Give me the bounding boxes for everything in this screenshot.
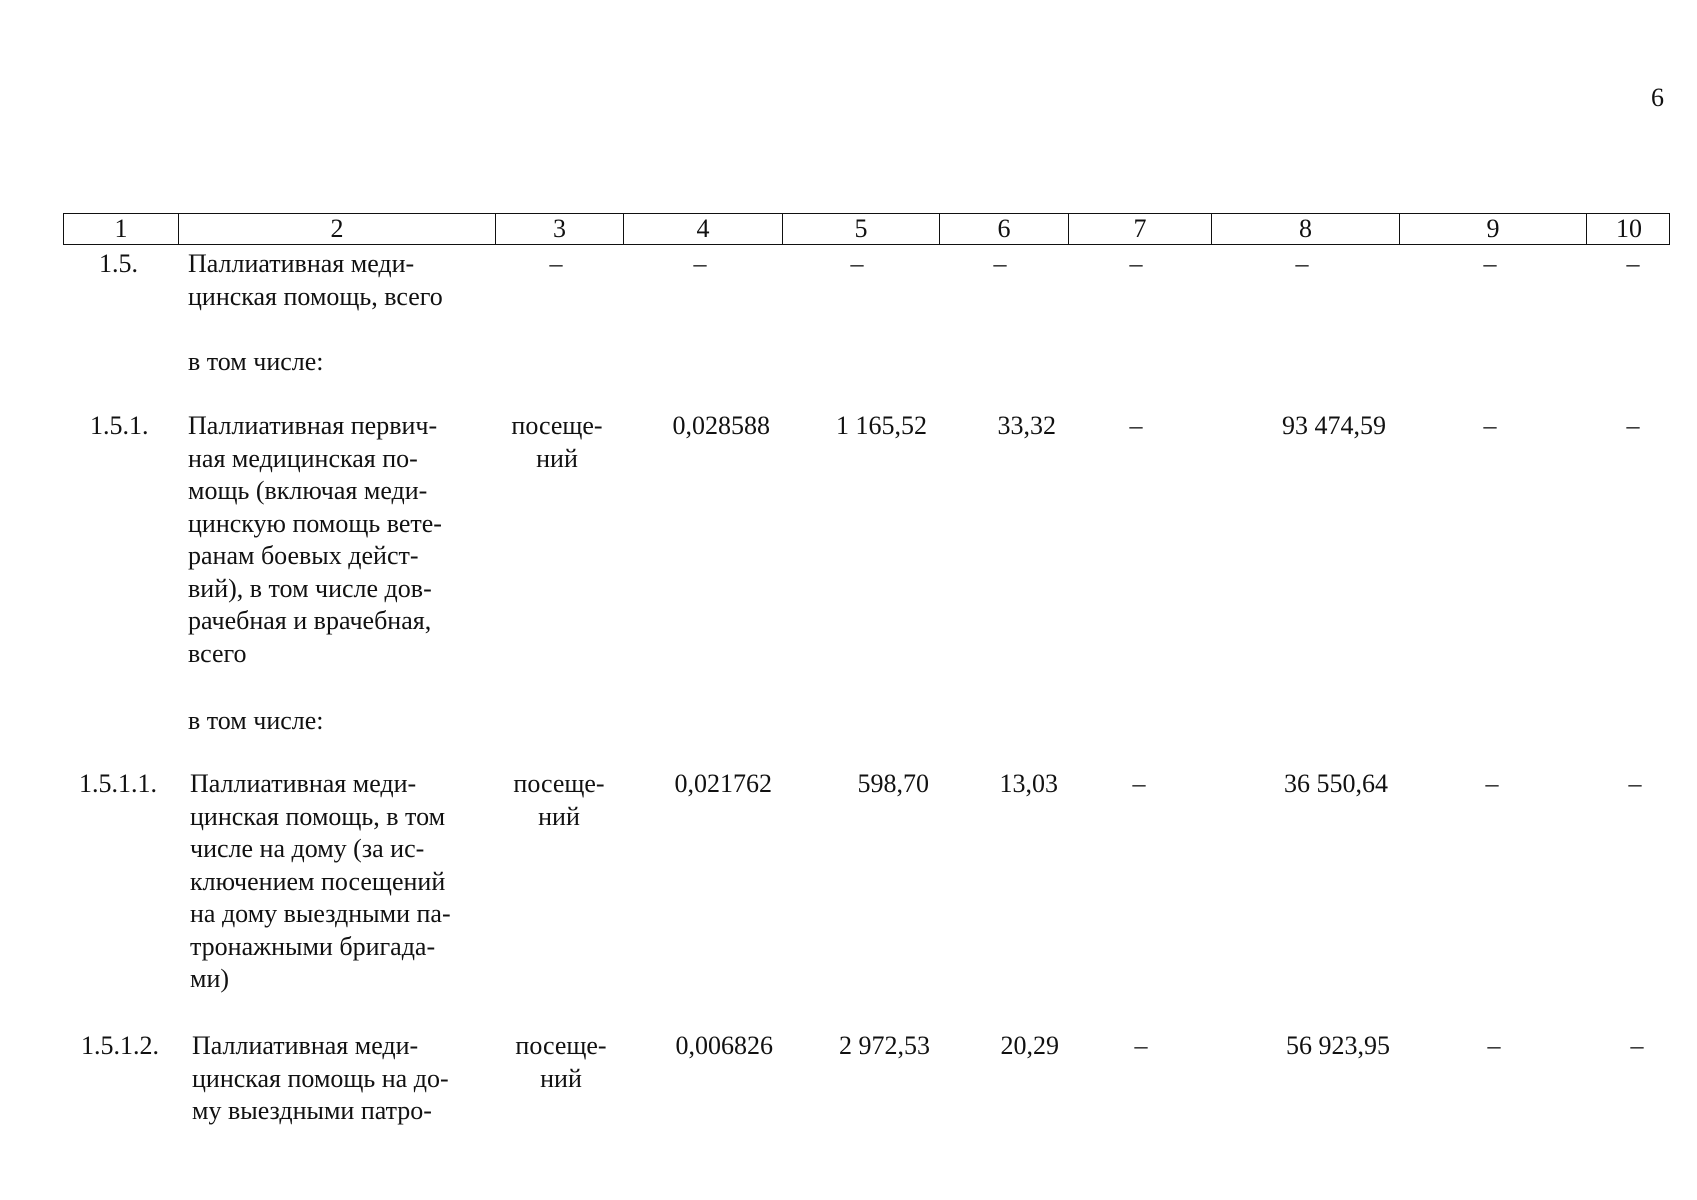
row-description: Паллиативная первич- ная медицинская по- мощь (включая меди- цинскую помощь вете- ранам боевых дейст- вий), в том числе дов- рачебная и врачебная, всего [188, 411, 442, 668]
header-cell-8: 8 [1211, 214, 1399, 244]
table-header-row [63, 213, 1670, 245]
cell-col9: – [1483, 249, 1497, 278]
cell-col10: – [1630, 1031, 1644, 1060]
header-cell-9: 9 [1399, 214, 1586, 244]
cell-col7: – [1129, 411, 1143, 440]
cell-col7: – [1129, 249, 1143, 278]
header-cell-7: 7 [1068, 214, 1211, 244]
header-cell-3: 3 [495, 214, 623, 244]
cell-col4: 0,021762 [674, 769, 772, 798]
cell-col6: 13,03 [999, 769, 1058, 798]
cell-col10: – [1628, 769, 1642, 798]
row-unit: посеще- ний [515, 1031, 607, 1093]
cell-col5: 1 165,52 [836, 411, 927, 440]
cell-col8: 36 550,64 [1284, 769, 1388, 798]
row-number: 1.5.1.2. [81, 1031, 159, 1060]
cell-col7: – [1132, 769, 1146, 798]
header-cell-10: 10 [1586, 214, 1671, 244]
row-unit: – [549, 249, 563, 278]
cell-col6: 33,32 [997, 411, 1056, 440]
row-number: 1.5. [99, 249, 138, 278]
cell-col8: 93 474,59 [1282, 411, 1386, 440]
subheading-in-that-number: в том числе: [188, 347, 324, 376]
cell-col6: – [993, 249, 1007, 278]
cell-col5: 2 972,53 [839, 1031, 930, 1060]
row-unit: посеще- ний [511, 411, 603, 473]
cell-col5: – [850, 249, 864, 278]
cell-col4: – [693, 249, 707, 278]
cell-col10: – [1626, 249, 1640, 278]
row-unit: посеще- ний [513, 769, 605, 831]
cell-col6: 20,29 [1000, 1031, 1059, 1060]
subheading-in-that-number: в том числе: [188, 706, 324, 735]
cell-col7: – [1134, 1031, 1148, 1060]
row-description: Паллиативная меди- цинская помощь, в том числе на дому (за ис- ключением посещений на дому выездными па- тронажными бригада- ми) [190, 769, 451, 993]
cell-col9: – [1485, 769, 1499, 798]
page-number: 6 [1651, 83, 1664, 112]
cell-col9: – [1483, 411, 1497, 440]
cell-col8: – [1295, 249, 1309, 278]
header-cell-6: 6 [939, 214, 1068, 244]
row-number: 1.5.1.1. [79, 769, 157, 798]
row-description: Паллиативная меди- цинская помощь на до- му выездными патро- [192, 1031, 449, 1125]
cell-col8: 56 923,95 [1286, 1031, 1390, 1060]
cell-col10: – [1626, 411, 1640, 440]
header-cell-1: 1 [114, 214, 128, 243]
header-cell-5: 5 [782, 214, 939, 244]
cell-col5: 598,70 [857, 769, 929, 798]
cell-col4: 0,006826 [675, 1031, 773, 1060]
cell-col4: 0,028588 [672, 411, 770, 440]
cell-col9: – [1487, 1031, 1501, 1060]
header-cell-4: 4 [623, 214, 782, 244]
row-description: Паллиативная меди- цинская помощь, всего [188, 249, 443, 311]
row-number: 1.5.1. [90, 411, 149, 440]
header-cell-2: 2 [178, 214, 495, 244]
